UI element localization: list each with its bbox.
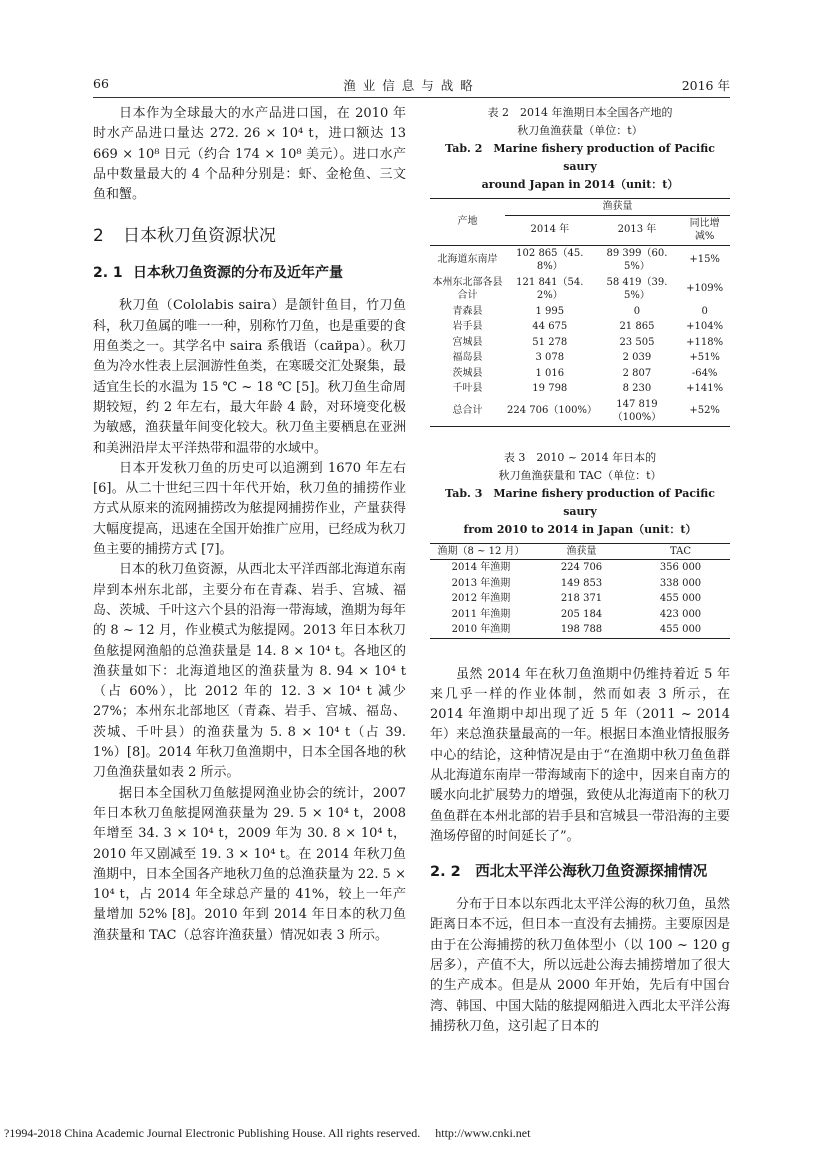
table-cell: 455 000 xyxy=(631,622,730,638)
table-row xyxy=(430,275,730,304)
table-row xyxy=(430,381,730,397)
table-cell: 青森县 xyxy=(452,305,483,317)
table-cell: 198 788 xyxy=(532,622,631,638)
table-cell: +104% xyxy=(686,321,724,332)
section-2-title: 日本秋刀鱼资源状况 xyxy=(123,226,276,247)
table-cell: 1 016 xyxy=(535,367,565,379)
section-2-1-number: 2. 1 xyxy=(93,265,123,282)
section-2-heading xyxy=(93,221,406,246)
table-2-caption-en-line1: Tab. 2 Marine fishery production of Pacific saury xyxy=(445,142,715,173)
section-2-2-heading: 2. 2 西北太平洋公海秋刀鱼资源探捕情况 xyxy=(430,864,708,881)
table-cell: 2 807 xyxy=(622,367,652,379)
table-cell: 2011 年渔期 xyxy=(451,608,511,620)
section-2-1-heading xyxy=(93,262,406,282)
table-row xyxy=(430,576,730,592)
table-row xyxy=(430,319,730,335)
table-cell: 3 078 xyxy=(535,352,565,363)
table-2-header-catch: 渔获量 xyxy=(505,199,730,216)
table-cell: 2 039 xyxy=(622,352,652,363)
running-header xyxy=(93,76,730,96)
journal-title: 渔业信息与战略 xyxy=(343,78,480,93)
table-cell: +52% xyxy=(679,397,730,427)
table-row xyxy=(430,560,730,576)
table-cell: 福岛县 xyxy=(452,352,483,363)
table-cell: 19 798 xyxy=(532,383,568,394)
table-2-caption-zh-line1: 表 2 2014 年渔期日本全国各产地的 xyxy=(487,106,673,119)
table-row xyxy=(430,607,730,623)
table-cell: 北海道东南岸 xyxy=(437,254,498,266)
table-cell: 44 675 xyxy=(532,321,568,332)
table-cell: 总合计 xyxy=(430,397,505,427)
table-cell: 89 399（60. 5%） xyxy=(606,247,668,272)
table-3-header-tac: TAC xyxy=(631,543,730,560)
paragraph-fishing-history: 日本开发秋刀鱼的历史可以追溯到 1670 年左右 [6]。从二十世纪三四十年代开始，秋刀鱼的捕捞作业方式从原来的流网捕捞改为舷提网捕捞作业，产量获得大幅度提高，迅速在全国开始推广应用，已经成为秋刀鱼主要的捕捞方式 [7]。 xyxy=(93,460,406,558)
table-row xyxy=(430,245,730,275)
table-cell: +141% xyxy=(686,383,724,394)
table-3 xyxy=(430,543,730,639)
table-cell: -64% xyxy=(691,367,718,379)
table-cell: 102 865（45. 8%） xyxy=(516,247,584,272)
table-cell: 121 841（54. 2%） xyxy=(516,276,584,301)
section-2-number: 2 xyxy=(93,226,104,247)
table-cell: 宫城县 xyxy=(452,336,483,348)
header-rule xyxy=(93,97,730,98)
table-2-header-change: 同比增减% xyxy=(679,215,730,245)
table-cell: 千叶县 xyxy=(452,383,483,394)
table-cell: 本州东北部各县合计 xyxy=(432,276,503,301)
table-cell: +118% xyxy=(686,336,724,348)
table-row-total xyxy=(430,397,730,427)
table-cell: 茨城县 xyxy=(452,367,483,379)
table-cell: 149 853 xyxy=(560,577,603,589)
table-2-caption-zh-line2: 秋刀鱼渔获量（单位：t） xyxy=(517,124,643,137)
table-cell: 岩手县 xyxy=(452,321,483,332)
table-cell: 8 230 xyxy=(622,383,652,394)
table-cell: 0 xyxy=(701,305,708,317)
table-cell: 455 000 xyxy=(659,593,702,604)
copyright-footer: ?1994-2018 China Academic Journal Electronic Publishing House. All rights reserved. http://www.cnki.net xyxy=(4,1126,531,1140)
table-3-caption-en-line1: Tab. 3 Marine fishery production of Pacific saury xyxy=(445,486,715,518)
table-cell: +15% xyxy=(689,254,720,266)
table-cell: 23 505 xyxy=(619,336,655,348)
paragraph-high-seas: 分布于日本以东西北太平洋公海的秋刀鱼，虽然距离日本不远，但日本一直没有去捕捞。主要原因是由于在公海捕捞的秋刀鱼体型小（以 100 ~ 120 g 居多），产值不大，所以远赴公海去捕捞增加了很大的生产成本。但是从 2000 年开始，先后有中国台湾、韩国、中国大陆的舷提网船进入西北太平洋公海捕捞秋刀鱼，这引起了日本的 xyxy=(430,897,730,1034)
table-cell: 2012 年渔期 xyxy=(451,593,511,604)
right-column xyxy=(430,104,730,1037)
table-row xyxy=(430,350,730,366)
table-cell: 224 706（100%） xyxy=(505,397,595,427)
table-cell: 356 000 xyxy=(659,562,702,573)
table-row xyxy=(430,304,730,320)
table-3-caption-zh-line2: 秋刀鱼渔获量和 TAC（单位：t） xyxy=(498,468,662,482)
issue-year: 2016 年 xyxy=(681,78,730,93)
page-number: 66 xyxy=(93,76,109,91)
table-cell: 2014 年渔期 xyxy=(451,562,511,573)
table-row xyxy=(430,591,730,607)
table-cell: 1 995 xyxy=(535,305,565,317)
paragraph-statistics: 据日本全国秋刀鱼舷提网渔业协会的统计，2007 年日本秋刀鱼舷提网渔获量为 29. 5 × 10⁴ t，2008 年增至 34. 3 × 10⁴ t，2009 年为 30. 8 × 10⁴ t，2010 年又剧减至 19. 3 × 10⁴ t。在 2014 年秋刀鱼渔期中，日本全国各产地秋刀鱼的总渔获量为 22. 5 × 10⁴ t，占 2014 年全球总产量的 41%，较上一年产量增加 52% [8]。2010 年到 2014 年日本的秋刀鱼渔获量和 TAC（总容许渔获量）情况如表 3 所示。 xyxy=(93,785,406,943)
table-2-caption-en-line2: around Japan in 2014（unit：t） xyxy=(481,178,679,191)
table-3-caption-zh-line1: 表 3 2010 ~ 2014 年日本的 xyxy=(503,450,657,464)
section-2-1-title: 日本秋刀鱼资源的分布及近年产量 xyxy=(133,265,343,282)
table-cell: 224 706 xyxy=(560,562,603,573)
table-row xyxy=(430,622,730,638)
table-cell: 58 419（39. 5%） xyxy=(606,276,668,301)
table-cell: 338 000 xyxy=(659,577,702,589)
table-cell: 218 371 xyxy=(560,593,603,604)
table-cell: +109% xyxy=(686,283,724,295)
table-3-header-period: 渔期（8 ~ 12 月） xyxy=(430,543,532,560)
table-2-header-area: 产地 xyxy=(430,199,505,246)
table-cell: 205 184 xyxy=(560,608,603,620)
table-row xyxy=(430,335,730,351)
table-2-caption xyxy=(430,104,730,194)
table-3-caption xyxy=(430,449,730,539)
table-cell: 147 819（100%） xyxy=(595,397,680,427)
table-3-header-catch: 渔获量 xyxy=(532,543,631,560)
paragraph-distribution: 日本的秋刀鱼资源，从西北太平洋西部北海道东南岸到本州东北部，主要分布在青森、岩手、宫城、福岛、茨城、千叶这六个县的沿海一带海域，渔期为每年的 8 ~ 12 月，作业模式为舷提网。2013 年日本秋刀鱼舷提网渔船的总渔获量是 14. 8 × 10⁴ t。各地区的渔获量如下：北海道地区的渔获量为 8. 94 × 10⁴ t（占 60%），比 2012 年的 12. 3 × 10⁴ t 减少 27%；本州东北部地区（青森、岩手、宫城、福岛、茨城、千叶县）的渔获量为 5. 8 × 10⁴ t（占 39. 1%）[8]。2014 年秋刀鱼渔期中，日本全国各地的秋刀鱼渔获量如表 2 所示。 xyxy=(93,562,406,781)
table-cell: 423 000 xyxy=(659,608,702,620)
table-cell: 0 xyxy=(633,305,641,317)
left-column xyxy=(93,104,406,946)
table-cell: 51 278 xyxy=(532,336,568,348)
table-cell: 21 865 xyxy=(619,321,655,332)
table-2 xyxy=(430,198,730,427)
table-row xyxy=(430,366,730,382)
paragraph-saury-biology: 秋刀鱼（Cololabis saira）是颌针鱼目，竹刀鱼科，秋刀鱼属的唯一一种，别称竹刀鱼，也是重要的食用鱼类之一。其学名中 saira 系俄语（сайра）。秋刀鱼为冷水性表上层洄游性鱼类，在寒暖交汇处聚集，最适宜生长的水温为 15 ℃ ~ 18 ℃ [5]。秋刀鱼生命周期较短，约 2 年左右，最大年龄 4 龄，对环境变化极为敏感，渔获量年间变化较大。秋刀鱼主要栖息在亚洲和美洲沿岸太平洋热带和温带的水域中。 xyxy=(93,298,406,456)
table-3-caption-en-line2: from 2010 to 2014 in Japan（unit：t） xyxy=(463,522,697,536)
table-2-header-2013: 2013 年 xyxy=(595,215,680,245)
intro-paragraph: 日本作为全球最大的水产品进口国，在 2010 年时水产品进口量达 272. 26 × 10⁴ t，进口额达 13 669 × 10⁸ 日元（约合 174 × 10⁸ 美元）。进口水产品中数量最大的 4 个品种分别是：虾、金枪鱼、三文鱼和蟹。 xyxy=(93,106,406,203)
table-cell: 2013 年渔期 xyxy=(451,577,511,589)
table-cell: +51% xyxy=(689,352,720,363)
table-cell: 2010 年渔期 xyxy=(430,622,532,638)
paragraph-2014-season: 虽然 2014 年在秋刀鱼渔期中仍维持着近 5 年来几乎一样的作业体制，然而如表 3 所示，在 2014 年渔期中却出现了近 5 年（2011 ~ 2014 年）来总渔获量最高的一年。根据日本渔业情报服务中心的结论，这种情况是由于“在渔期中秋刀鱼鱼群从北海道东南岸一带海域南下的途中，因来自南方的暖水向北扩展势力的增强，致使从北海道南下的秋刀鱼鱼群在本州北部的岩手县和宫城县一带沿海的主要渔场停留的时间延长了”。 xyxy=(430,666,730,844)
table-2-header-2014: 2014 年 xyxy=(505,215,595,245)
